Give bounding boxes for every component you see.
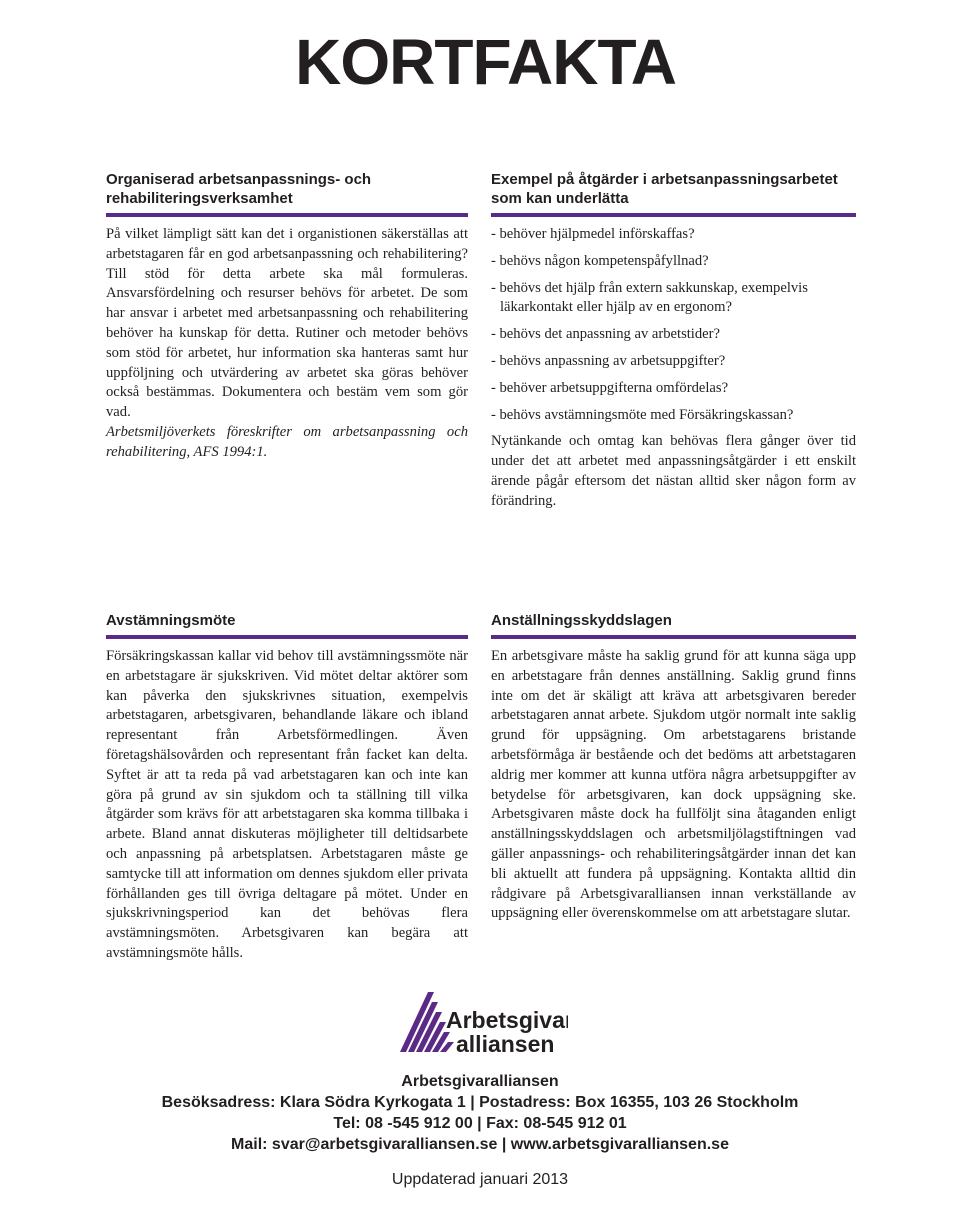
section-heading: Organiserad arbetsanpassnings- och rehabiliteringsverksamhet <box>106 171 372 207</box>
section-rule <box>106 635 468 639</box>
section-body: Försäkringskassan kallar vid behov till avstämningssmöte när en arbetstagare är sjukskriven. Vid mötet deltar aktörer som kan påverka den sjukskrivnes situation, exempelvis arbetstagaren, arbetsgivaren, behandlande läkare och ibland representant från Arbetsförmedlingen. Även företagshälsovården och representant från facket kan delta. Syftet är att ta reda på vad arbetstagaren kan och inte kan göra på grund av sin sjukdom och ta ställning till vilka åtgärder som krävs för att arbetstagaren ska komma tillbaka i arbete. Bland annat diskuteras möjligheter till deltidsarbete och anpassning på arbetsplatsen. Arbetstagaren måste ge samtycke till att information om dennes sjukdom eller privata förhållanden ges till övriga deltagare på mötet. Under en sjukskrivningsperiod kan det behövas flera avstämningsmöten. Arbetsgivaren kan begära att avstämningsmöte hålls. <box>106 648 468 961</box>
section-rule <box>491 635 856 639</box>
citation: Arbetsmiljöverkets föreskrifter om arbetsanpassning och rehabilitering, AFS 1994:1. <box>106 423 468 460</box>
arbetsgivaralliansen-logo <box>398 990 568 1060</box>
section-employment <box>491 611 856 924</box>
list-item: - behövs avstämningsmöte med Försäkringskassan? <box>491 406 794 423</box>
section-heading: Anställningsskyddslagen <box>491 612 672 629</box>
contact-mail[interactable]: Mail: svar@arbetsgivaralliansen.se | www.arbetsgivaralliansen.se <box>231 1136 729 1153</box>
contact-name: Arbetsgivaralliansen <box>401 1073 559 1090</box>
section-rule <box>106 213 468 217</box>
updated-date: Uppdaterad januari 2013 <box>391 1171 569 1188</box>
contact-phone: Tel: 08 -545 912 00 | Fax: 08-545 912 01 <box>333 1115 627 1132</box>
list-item: - behövs det anpassning av arbetstider? <box>491 326 720 343</box>
list-item: - behövs det hjälp från extern sakkunskap, exempelvis läkarkontakt eller hjälp av en ergonom? <box>491 279 808 316</box>
logo-mark-icon <box>398 990 568 1060</box>
section-body: På vilket lämpligt sätt kan det i organistionen säkerställas att arbetstagaren får en god arbetsanpassning och rehabilitering? Till stöd för detta arbete ska mål formuleras. Ansvarsfördelning och resurser behövs för arbetet. De som har ansvar i arbetet med arbetsanpassning och rehabilitering behöver ha kunskap för detta. Rutiner och metoder behövs som stöd för arbetet, hur information ska hanteras samt hur uppföljning och utvärdering av arbetet ska göras behöver också bestämmas. Dokumentera och bestäm vem som gör vad. Arbetsmiljöverkets föreskrifter om arbetsanpassning och rehabilitering, AFS 1994:1. <box>106 225 468 463</box>
section-body: Nytänkande och omtag kan behövas flera gånger över tid under det att arbetet med anpassningsåtgärder i ett enskilt ärende pågår eftersom det nästan alltid sker någon form av förändring. <box>491 433 856 509</box>
page-title: KORTFAKTA <box>295 26 676 98</box>
section-examples <box>491 170 856 512</box>
section-heading: Exempel på åtgärder i arbetsanpassningsarbetet som kan underlätta <box>491 171 838 207</box>
list-item: - behöver arbetsuppgifterna omfördelas? <box>491 379 729 396</box>
examples-list <box>491 225 856 425</box>
list-item: - behöver hjälpmedel införskaffas? <box>491 226 695 242</box>
section-heading: Avstämningsmöte <box>106 612 236 629</box>
contact-address: Besöksadress: Klara Södra Kyrkogata 1 | Postadress: Box 16355, 103 26 Stockholm <box>161 1094 799 1111</box>
list-item: - behövs anpassning av arbetsuppgifter? <box>491 352 726 369</box>
section-organized <box>106 170 468 463</box>
section-meeting <box>106 611 468 964</box>
section-body: En arbetsgivare måste ha saklig grund för att kunna säga upp en arbetstagare från dennes anställning. Saklig grund finns inte om det är skäligt att kräva att arbetsgivaren bereder arbetstagaren annat arbete. Sjukdom utgör normalt inte saklig grund för uppsägning. Om arbetstagarens bristande arbetsförmåga är bestående och det bedöms att arbetstagaren aldrig mer kommer att kunna utföra några arbetsuppgifter av betydelse för arbetsgivaren, kan dock uppsägning ske. Arbetsgivaren måste dock ha fullföljt sina åtaganden enligt anställningsskyddslagen och arbetsmiljölagstiftningen vad gäller anpassnings- och rehabiliteringsåtgärder innan det kan bli aktuellt att fundera på uppsägning. Kontakta alltid din rådgivare på Arbetsgivaralliansen innan verkställande av uppsägning eller överenskommelse om att arbetstagare slutar. <box>491 648 856 922</box>
logo-text-line2: alliansen <box>456 1031 555 1057</box>
logo-text-line1: Arbetsgivar <box>446 1007 568 1033</box>
list-item: - behövs någon kompetenspåfyllnad? <box>491 252 709 269</box>
section-rule <box>491 213 856 217</box>
